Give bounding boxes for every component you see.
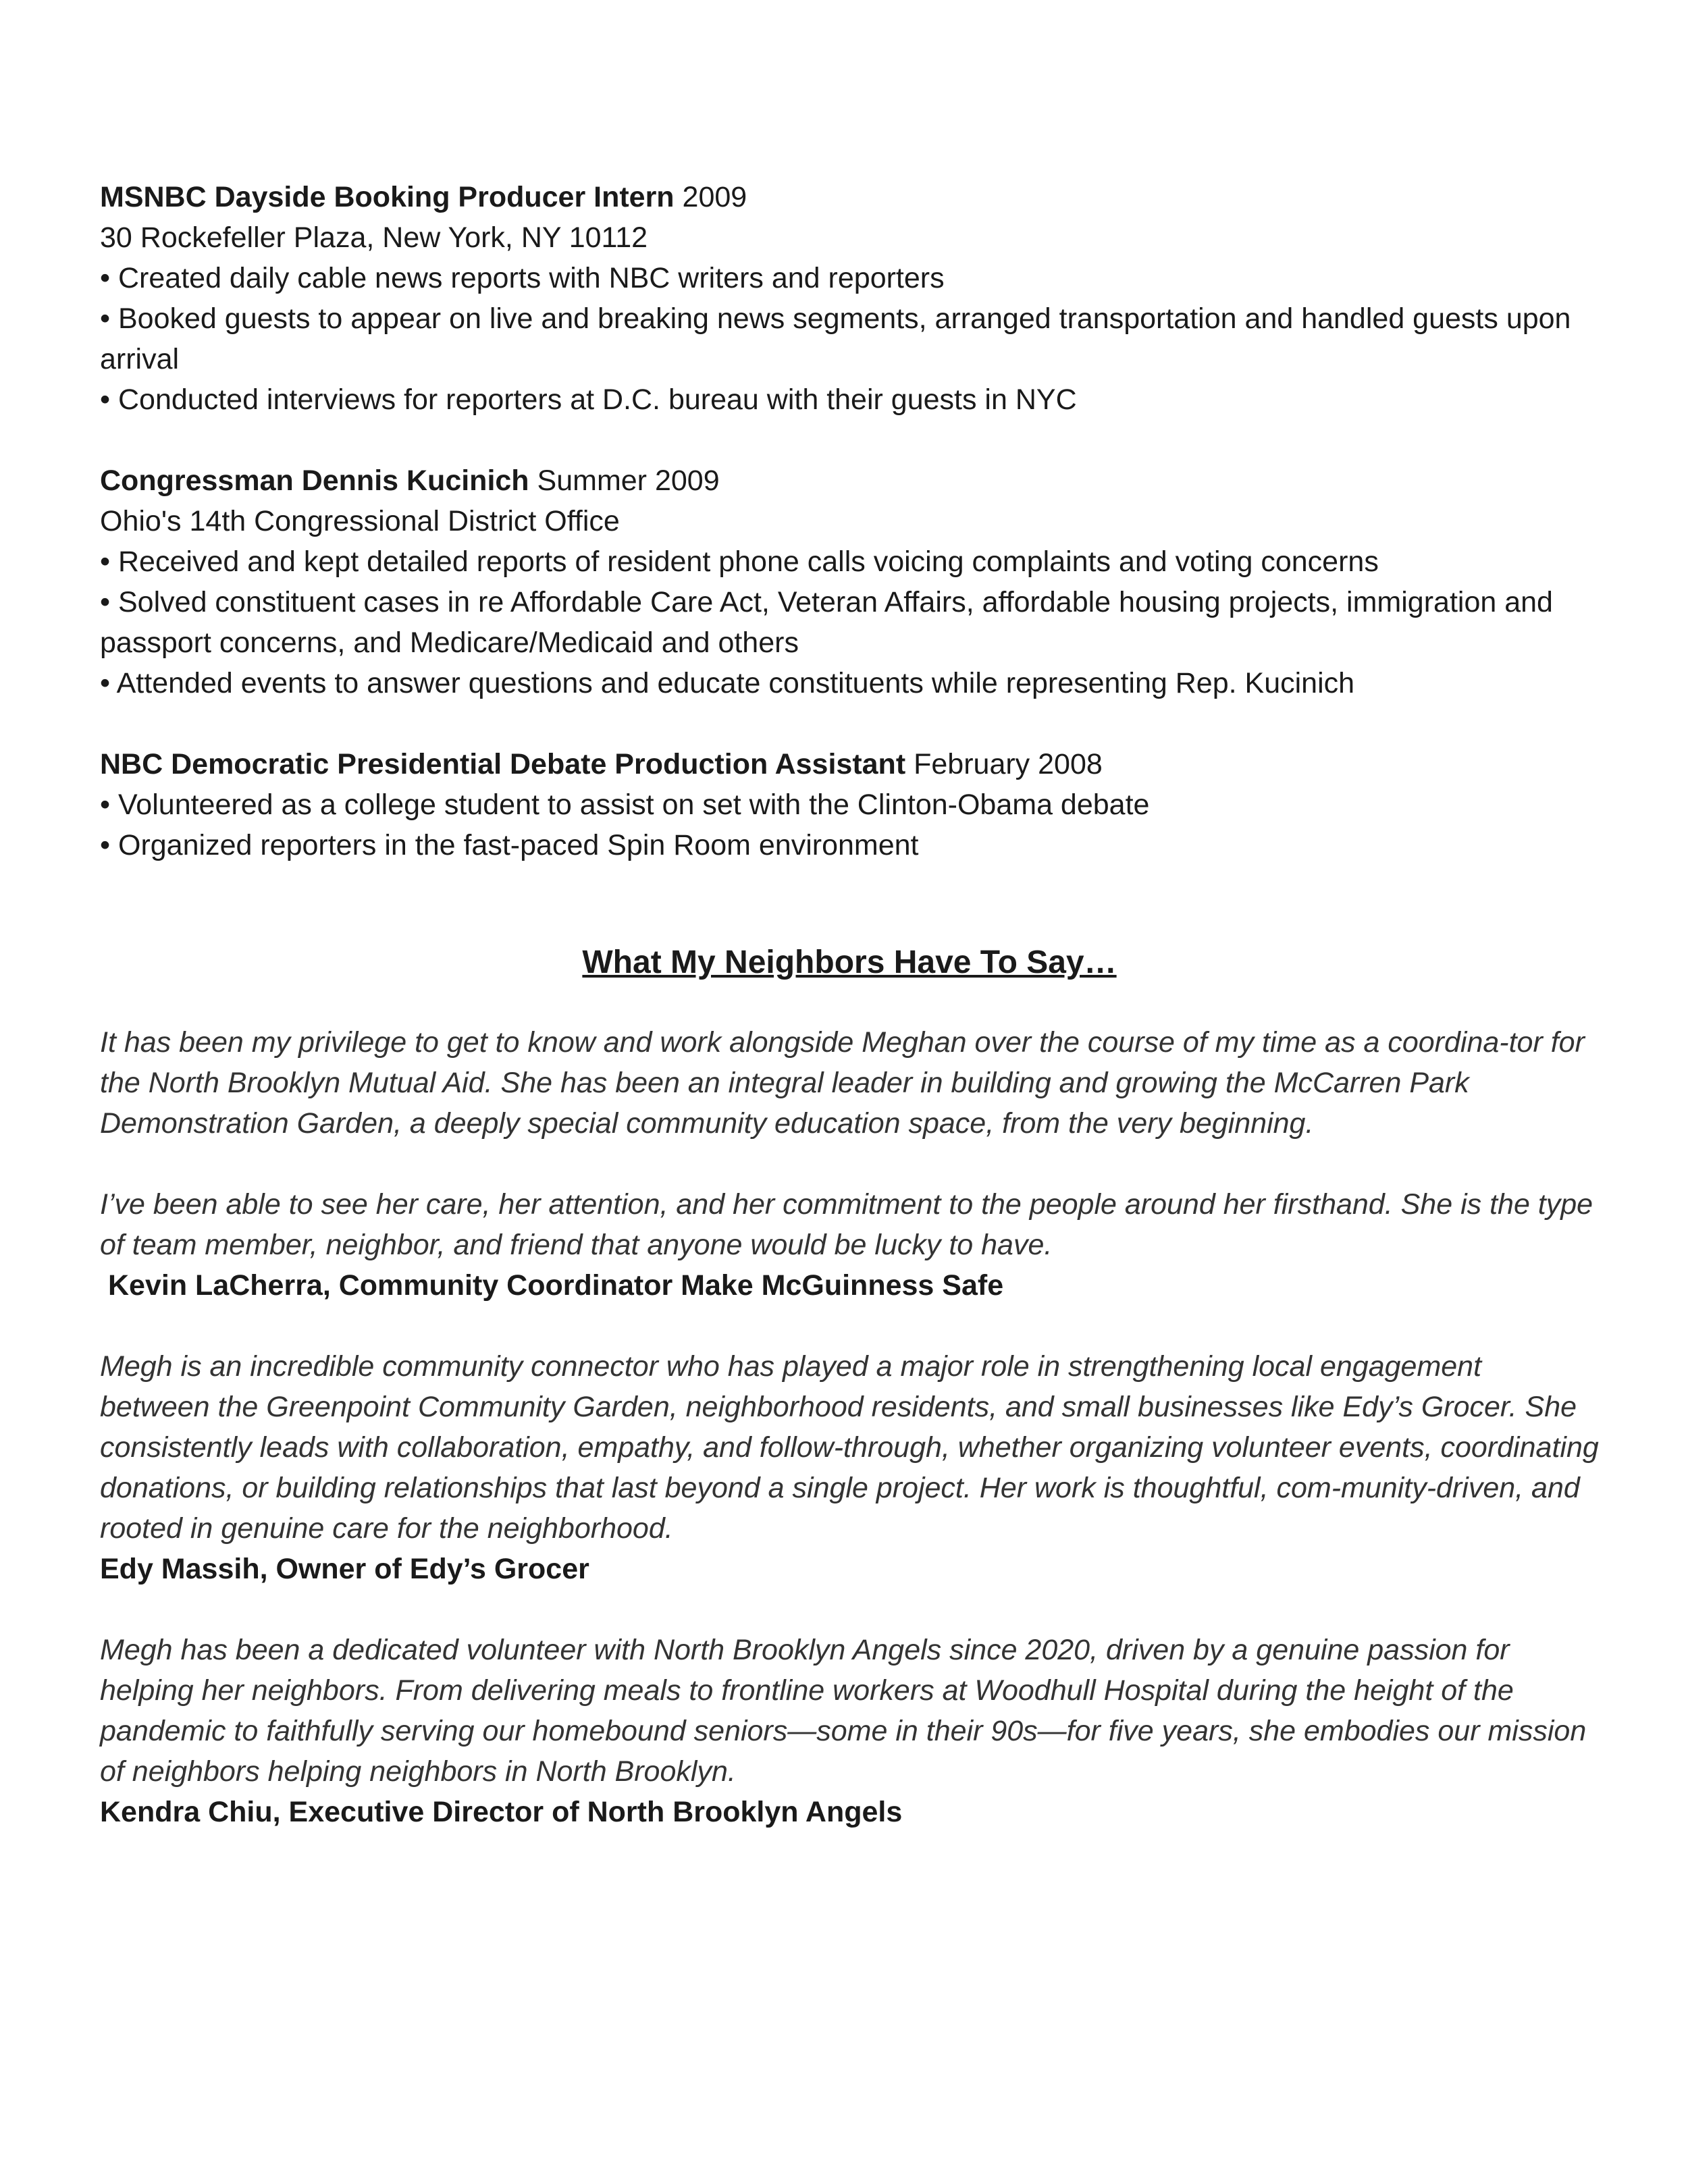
- job-heading: [100, 744, 1599, 784]
- job-title: Congressman Dennis Kucinich: [100, 464, 529, 497]
- experience-entry: [100, 460, 1599, 703]
- testimonials-title: What My Neighbors Have To Say…: [582, 944, 1117, 980]
- job-title: MSNBC Dayside Booking Producer Intern: [100, 181, 675, 213]
- testimonial: [100, 1346, 1599, 1589]
- job-bullet: • Attended events to answer questions and educate constituents while representing Rep. Kucinich: [100, 667, 1355, 699]
- testimonial: [100, 1022, 1599, 1306]
- job-location: 30 Rockefeller Plaza, New York, NY 10112: [100, 221, 648, 254]
- job-bullet: • Conducted interviews for reporters at D.C. bureau with their guests in NYC: [100, 383, 1077, 416]
- experience-entry: [100, 744, 1599, 865]
- testimonial-quote: It has been my privilege to get to know and work alongside Meghan over the course of my time as a coordina-tor for the North Brooklyn Mutual Aid. She has been an integral leader in building and growing the McCarren Park Demonstration Garden, a deeply special community education space, from the very beginning.: [100, 1026, 1585, 1140]
- experience-entry: [100, 177, 1599, 420]
- job-bullet: • Volunteered as a college student to assist on set with the Clinton-Obama debate: [100, 789, 1150, 821]
- job-title: NBC Democratic Presidential Debate Production Assistant: [100, 748, 906, 780]
- job-bullet: • Solved constituent cases in re Affordable Care Act, Veteran Affairs, affordable housing projects, immigration and passport concerns, and Medicare/Medicaid and others: [100, 586, 1553, 659]
- testimonial-quote: I’ve been able to see her care, her attention, and her commitment to the people around her firsthand. She is the type of team member, neighbor, and friend that anyone would be lucky to have.: [100, 1188, 1593, 1261]
- testimonial-author: Kevin LaCherra, Community Coordinator Make McGuinness Safe: [108, 1269, 1004, 1302]
- job-heading: [100, 177, 1599, 217]
- testimonial: [100, 1630, 1599, 1832]
- job-bullet: • Created daily cable news reports with NBC writers and reporters: [100, 262, 945, 294]
- job-date: February 2008: [914, 748, 1103, 780]
- job-date: Summer 2009: [537, 464, 720, 497]
- document-page: [100, 177, 1599, 1832]
- job-date: 2009: [682, 181, 747, 213]
- job-bullet: • Received and kept detailed reports of resident phone calls voicing complaints and voting concerns: [100, 545, 1379, 578]
- testimonial-quote: Megh has been a dedicated volunteer with North Brooklyn Angels since 2020, driven by a genuine passion for helping her neighbors. From delivering meals to frontline workers at Woodhull Hospital during the height of the pandemic to faithfully serving our homebound seniors—some in their 90s—for five years, she embodies our mission of neighbors helping neighbors in North Brooklyn.: [100, 1634, 1587, 1788]
- job-bullet: • Booked guests to appear on live and breaking news segments, arranged transportation and handled guests upon arrival: [100, 302, 1571, 375]
- job-heading: [100, 460, 1599, 501]
- job-bullet: • Organized reporters in the fast-paced Spin Room environment: [100, 829, 919, 861]
- testimonial-author: Edy Massih, Owner of Edy’s Grocer: [100, 1553, 589, 1585]
- testimonial-author: Kendra Chiu, Executive Director of North Brooklyn Angels: [100, 1796, 903, 1828]
- job-location: Ohio's 14th Congressional District Office: [100, 505, 620, 537]
- testimonial-quote: Megh is an incredible community connector who has played a major role in strengthening local engagement between the Greenpoint Community Garden, neighborhood residents, and small businesses like Edy’s Grocer. She consistently leads with collaboration, empathy, and follow-through, whether organizing volunteer events, coordinating donations, or building relationships that last beyond a single project. Her work is thoughtful, com-munity-driven, and rooted in genuine care for the neighborhood.: [100, 1350, 1599, 1545]
